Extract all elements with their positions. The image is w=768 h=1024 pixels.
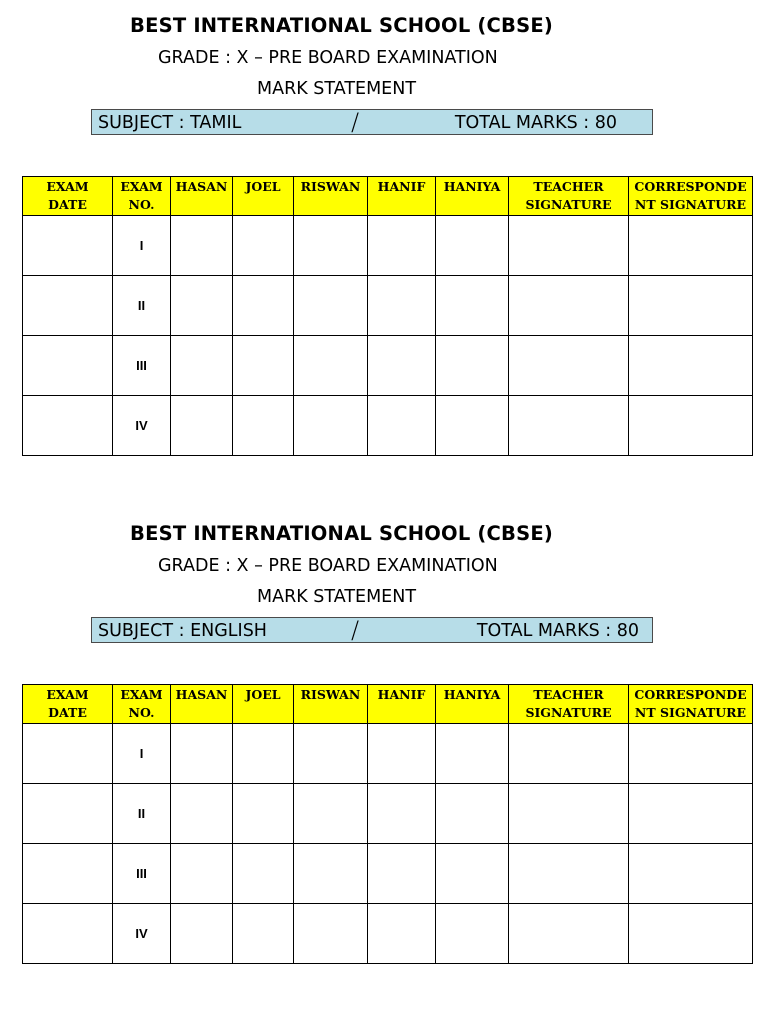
mark-cell[interactable] [171,396,233,456]
statement-heading: MARK STATEMENT [257,79,417,99]
grade-heading: GRADE : X – PRE BOARD EXAMINATION [158,556,498,576]
mark-cell[interactable] [171,904,233,964]
exam-date-cell[interactable] [23,336,113,396]
correspondent-signature-cell[interactable] [629,216,753,276]
teacher-signature-cell[interactable] [509,844,629,904]
mark-cell[interactable] [171,784,233,844]
correspondent-signature-cell[interactable] [629,784,753,844]
school-name: BEST INTERNATIONAL SCHOOL (CBSE) [130,14,553,37]
mark-cell[interactable] [294,336,368,396]
exam-date-cell[interactable] [23,276,113,336]
exam-number-cell: I [113,216,171,276]
correspondent-signature-cell[interactable] [629,724,753,784]
header-riswan: RISWAN [294,685,368,724]
mark-cell[interactable] [294,396,368,456]
mark-cell[interactable] [294,216,368,276]
subject-bar [91,617,653,643]
grade-heading: GRADE : X – PRE BOARD EXAMINATION [158,48,498,68]
table-row [23,904,753,964]
header-joel: JOEL [233,177,294,216]
subject-label: SUBJECT : ENGLISH [98,621,267,641]
header-haniya: HANIYA [436,685,509,724]
exam-date-cell[interactable] [23,784,113,844]
mark-cell[interactable] [233,844,294,904]
mark-cell[interactable] [233,724,294,784]
header-teacher-signature: TEACHER SIGNATURE [509,177,629,216]
mark-cell[interactable] [436,276,509,336]
table-row [23,396,753,456]
mark-cell[interactable] [436,904,509,964]
mark-cell[interactable] [436,844,509,904]
teacher-signature-cell[interactable] [509,904,629,964]
mark-cell[interactable] [368,276,436,336]
header-hasan: HASAN [171,685,233,724]
header-hasan: HASAN [171,177,233,216]
correspondent-signature-cell[interactable] [629,336,753,396]
mark-cell[interactable] [294,784,368,844]
header-teacher-signature: TEACHER SIGNATURE [509,685,629,724]
exam-number-cell: IV [113,396,171,456]
marks-table [22,176,753,456]
header-exam-no: EXAM NO. [113,685,171,724]
mark-cell[interactable] [436,336,509,396]
table-header-row [23,177,753,216]
exam-date-cell[interactable] [23,904,113,964]
subject-divider: / [351,616,360,644]
mark-cell[interactable] [436,724,509,784]
table-row [23,724,753,784]
mark-cell[interactable] [436,396,509,456]
table-row [23,784,753,844]
subject-bar [91,109,653,135]
mark-cell[interactable] [171,724,233,784]
mark-cell[interactable] [436,784,509,844]
correspondent-signature-cell[interactable] [629,844,753,904]
mark-cell[interactable] [233,396,294,456]
exam-number-cell: II [113,276,171,336]
header-correspondent-signature: CORRESPONDE NT SIGNATURE [629,685,753,724]
exam-number-cell: III [113,844,171,904]
exam-date-cell[interactable] [23,396,113,456]
mark-cell[interactable] [171,276,233,336]
mark-cell[interactable] [233,784,294,844]
teacher-signature-cell[interactable] [509,724,629,784]
mark-cell[interactable] [368,396,436,456]
teacher-signature-cell[interactable] [509,336,629,396]
exam-date-cell[interactable] [23,844,113,904]
mark-cell[interactable] [171,844,233,904]
mark-cell[interactable] [368,904,436,964]
mark-cell[interactable] [368,336,436,396]
mark-cell[interactable] [294,276,368,336]
exam-number-cell: II [113,784,171,844]
subject-divider: / [351,108,360,136]
exam-number-cell: IV [113,904,171,964]
mark-cell[interactable] [233,904,294,964]
mark-cell[interactable] [368,844,436,904]
header-correspondent-signature: CORRESPONDE NT SIGNATURE [629,177,753,216]
header-exam-date: EXAM DATE [23,685,113,724]
mark-cell[interactable] [436,216,509,276]
mark-cell[interactable] [171,216,233,276]
subject-label: SUBJECT : TAMIL [98,113,242,133]
mark-cell[interactable] [368,724,436,784]
header-haniya: HANIYA [436,177,509,216]
correspondent-signature-cell[interactable] [629,276,753,336]
header-hanif: HANIF [368,177,436,216]
school-name: BEST INTERNATIONAL SCHOOL (CBSE) [130,522,553,545]
table-row [23,276,753,336]
correspondent-signature-cell[interactable] [629,904,753,964]
teacher-signature-cell[interactable] [509,396,629,456]
mark-cell[interactable] [294,724,368,784]
mark-cell[interactable] [233,216,294,276]
mark-cell[interactable] [171,336,233,396]
exam-number-cell: I [113,724,171,784]
exam-date-cell[interactable] [23,216,113,276]
header-riswan: RISWAN [294,177,368,216]
table-row [23,216,753,276]
statement-heading: MARK STATEMENT [257,587,417,607]
exam-date-cell[interactable] [23,724,113,784]
total-marks-label: TOTAL MARKS : 80 [454,113,617,133]
table-row [23,336,753,396]
mark-cell[interactable] [368,216,436,276]
mark-cell[interactable] [233,276,294,336]
teacher-signature-cell[interactable] [509,276,629,336]
header-joel: JOEL [233,685,294,724]
mark-cell[interactable] [233,336,294,396]
mark-cell[interactable] [294,844,368,904]
header-hanif: HANIF [368,685,436,724]
mark-cell[interactable] [294,904,368,964]
header-exam-date: EXAM DATE [23,177,113,216]
table-header-row [23,685,753,724]
marks-table [22,684,753,964]
table-row [23,844,753,904]
mark-cell[interactable] [368,784,436,844]
total-marks-label: TOTAL MARKS : 80 [476,621,639,641]
teacher-signature-cell[interactable] [509,784,629,844]
exam-number-cell: III [113,336,171,396]
header-exam-no: EXAM NO. [113,177,171,216]
teacher-signature-cell[interactable] [509,216,629,276]
correspondent-signature-cell[interactable] [629,396,753,456]
